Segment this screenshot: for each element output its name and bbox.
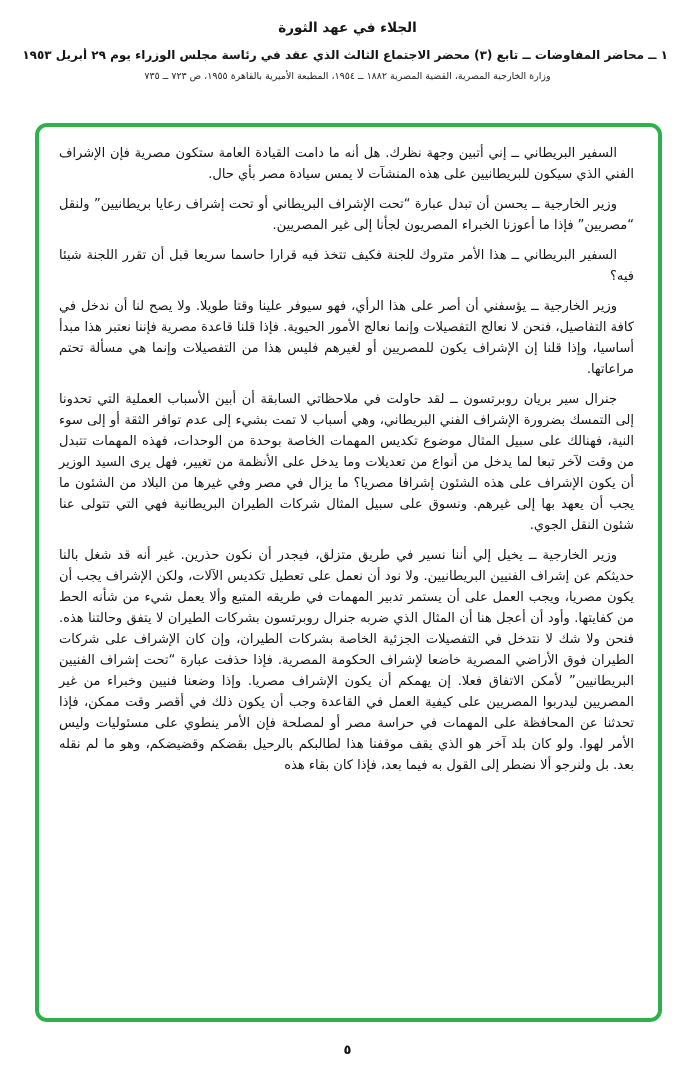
paragraph-british-ambassador-2: السفير البريطاني ــ هذا الأمر متروك للجنة فكيف تتخذ فيه قرارا حاسما سريعا قبل أن تقرر اللجنة شيئا فيه؟ (59, 248, 634, 284)
document-header (0, 0, 695, 82)
paragraph-foreign-minister-3: وزير الخارجية ــ يخيل إلي أننا نسير في طريق متزلق، فيجدر أن نكون حذرين. غير أنه قد شغل بالنا حديثكم عن إشراف الفنيين البريطانيين. ولا نود أن نعمل على تعطيل تكديس الآلات، ولكن الإشراف يجب أن يكون مصريا، ويجب العمل على أن يستمر تدبير المهمات في طريقه المتبع وألا يعمل شيء من شأنه الحط من كفايتها. وأود أن أعجل هنا أن المثال الذي ضربه جنرال روبرتسون بشركات الطيران لا يتفق وحالتنا هذه. فنحن ولا شك لا نتدخل في التفصيلات الجزئية الخاصة بشركات الطيران، وإن كان الإشراف على شركات الطيران فوق الأراضي المصرية خاضعا لإشراف الحكومة المصرية. فإذا حذفت عبارة “تحت إشراف الفنيين البريطانيين” لأمكن الاتفاق فعلا. إن يهمكم أن يكون الإشراف مصريا. وإذا وضعنا فنيين وخبراء من غير المصريين ليدربوا المصريين على كيفية العمل في القاعدة وجب أن يكون ذلك في أقصر وقت ممكن، فإذا تحدثنا عن المحافظة على المهمات في حراسة مصر أو لمصلحة فإن الأمر ينطوي على مسئوليات وليس الأمر لهوا. ولو كان بلد آخر هو الذي يقف موقفنا هذا لطالبكم بالرحيل بقضكم وقضيضكم، وهو ما لم نقله بعد. بل ولنرجو ألا نضطر إلى القول به فيما بعد، فإذا كان بقاء هذه (59, 548, 634, 773)
paragraph-general-robertson: جنرال سير بريان روبرتسون ــ لقد حاولت في ملاحظاتي السابقة أن أبين الأسباب العملية التي تحدونا إلى التمسك بضرورة الإشراف الفني البريطاني، وهي أسباب لا تمت بشيء إلى عدم توافر الثقة أو إلى سوء النية، فهنالك على سبيل المثال موضوع تكديس المهمات الخاصة بوحدة من الوحدات، فهذه المهمات تتبدل من وقت لآخر تبعا لما يدخل من أنواع من تعديلات وما يدخل على الأنظمة من تغيير، فهل يرى السيد الوزير أن يكون الإشراف على هذه الشئون إشرافا مصريا؟ ما يزال في مصر وفي غيرها من البلاد من الشئون ما يجب أن يعهد بها إلى غيرهم. ونسوق على سبيل المثال شركات الطيران البريطانية فهي التي تتولى عنا شئون النقل الجوي. (59, 392, 634, 533)
text-frame (35, 123, 662, 1022)
document-heading: ١ ــ محاضر المفاوضات ــ تابع (٣) محضر الاجتماع الثالث الذي عقد في رئاسة مجلس الوزراء يوم ٢٩ أبريل ١٩٥٣ (22, 48, 668, 62)
paragraph-foreign-minister-2: وزير الخارجية ــ يؤسفني أن أصر على هذا الرأي، فهو سيوفر علينا وقتا طويلا. ولا يصح لنا أن ندخل في كافة التفاصيل، فنحن لا نعالج التفصيلات وإنما نعالج الأمور الحيوية. فإذا قلنا قاعدة مصرية فإننا نعتبر هذا مبدأ أساسيا، وإذا قلنا إن الإشراف يكون للمصريين أو لغيرهم فليس هذا من التفصيلات وإنما هي مسألة تحتم مراعاتها. (59, 299, 634, 377)
page-number: ٥ (343, 1043, 352, 1058)
paragraph-foreign-minister-1: وزير الخارجية ــ يحسن أن تبدل عبارة “تحت الإشراف البريطاني أو تحت إشراف رعايا بريطانيين” ولنقل “مصريين” فإذا ما أعوزنا الخبراء المصريون لجأنا إلى غير المصريين. (59, 197, 634, 233)
paragraph-british-ambassador-1: السفير البريطاني ــ إني أتبين وجهة نظرك. هل أنه ما دامت القيادة العامة ستكون مصرية فإن الإشراف الفني الذي سيكون للبريطانيين على هذه المنشآت لا يمس سيادة مصر بأي حال. (59, 146, 634, 182)
page-title: الجلاء في عهد الثورة (278, 20, 417, 36)
source-citation: وزارة الخارجية المصرية، القضية المصرية ١٨٨٢ ــ ١٩٥٤، المطبعة الأميرية بالقاهرة ١٩٥٥، ص ٧٢٣ ــ ٧٣٥ (144, 71, 551, 82)
